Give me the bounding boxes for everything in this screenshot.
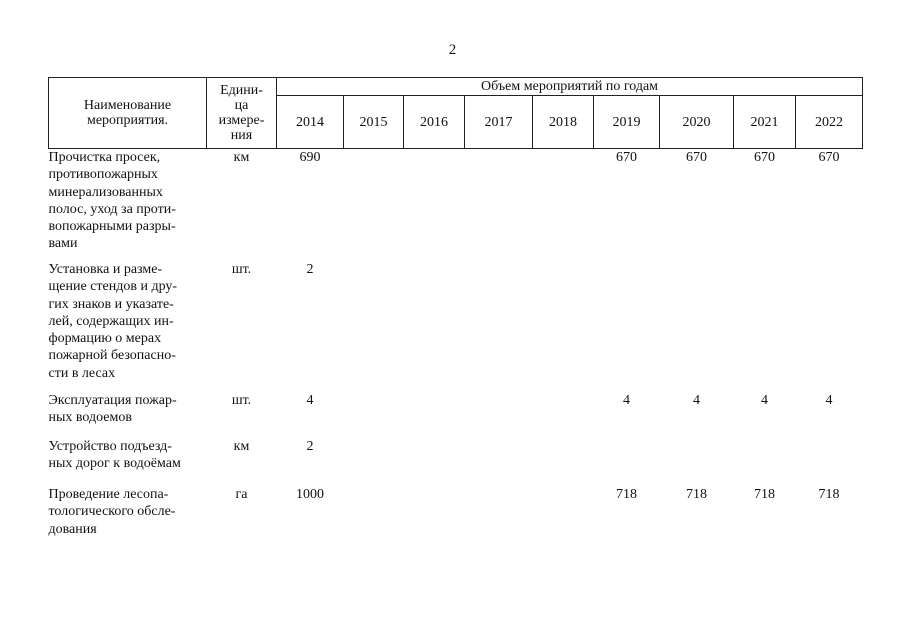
value-cell-2019 [594, 438, 660, 486]
column-header-unit [207, 78, 277, 149]
activity-name-cell [49, 392, 207, 438]
name-line: лей, содержащих ин- [48, 313, 174, 329]
table-row [49, 392, 863, 438]
value-cell-2016 [404, 438, 465, 486]
table-row [49, 486, 863, 546]
value-cell-2020: 718 [686, 487, 707, 502]
year-header: 2022 [796, 96, 863, 149]
activity-name-cell [49, 438, 207, 486]
value-cell-2018 [533, 486, 594, 546]
column-header-activity-name [49, 78, 207, 149]
value-cell-2015 [344, 149, 404, 262]
table-row [49, 438, 863, 486]
year-header: 2019 [594, 96, 660, 149]
value-cell-2017 [465, 149, 533, 262]
page-number: 2 [448, 42, 457, 58]
value-cell-2016 [404, 392, 465, 438]
value-cell-2019 [594, 261, 660, 392]
year-header: 2018 [533, 96, 594, 149]
unit-cell: га [235, 487, 248, 502]
value-cell-2021: 4 [761, 393, 768, 408]
value-cell-2020: 4 [693, 393, 700, 408]
value-cell-2020 [660, 438, 734, 486]
value-cell-2018 [533, 438, 594, 486]
name-line: полос, уход за проти- [48, 201, 176, 217]
value-cell-2016 [404, 261, 465, 392]
name-line: дования [48, 521, 97, 537]
value-cell-2018 [533, 392, 594, 438]
name-line: формацию о мерах [48, 331, 162, 347]
year-header: 2016 [404, 96, 465, 149]
name-line: минерализованных [48, 184, 163, 200]
value-cell-2016 [404, 149, 465, 262]
header-line: измере- [218, 113, 265, 128]
unit-cell: шт. [231, 262, 252, 277]
name-line: противопожарных [48, 167, 158, 183]
value-cell-2017 [465, 486, 533, 546]
name-line: Устройство подъезд- [48, 439, 172, 454]
value-cell-2020: 670 [686, 150, 707, 165]
value-cell-2019: 718 [616, 487, 637, 502]
value-cell-2018 [533, 149, 594, 262]
value-cell-2019: 4 [623, 393, 630, 408]
header-line: ния [230, 128, 253, 143]
name-line: Прочистка просек, [48, 150, 161, 165]
name-line: вами [48, 236, 78, 252]
name-line: щение стендов и дру- [48, 279, 178, 295]
year-header: 2021 [734, 96, 796, 149]
value-cell-2014: 4 [306, 393, 314, 408]
value-cell-2015 [344, 392, 404, 438]
table-row [49, 149, 863, 262]
header-line: ца [234, 98, 249, 113]
value-cell-2015 [344, 438, 404, 486]
value-cell-2022: 718 [818, 487, 840, 502]
year-header: 2020 [660, 96, 734, 149]
value-cell-2014: 2 [306, 262, 314, 277]
value-cell-2014: 2 [306, 439, 314, 454]
name-line: сти в лесах [48, 365, 116, 381]
name-line: гих знаков и указате- [48, 296, 174, 312]
value-cell-2017 [465, 261, 533, 392]
header-line: Наименование [83, 98, 172, 113]
name-line: ных водоемов [48, 410, 132, 426]
activities-table [48, 77, 863, 546]
value-cell-2015 [344, 261, 404, 392]
name-line: ных дорог к водоёмам [48, 456, 181, 472]
value-cell-2017 [465, 438, 533, 486]
activity-name-cell [49, 261, 207, 392]
value-cell-2015 [344, 486, 404, 546]
name-line: Эксплуатация пожар- [48, 393, 177, 408]
value-cell-2021 [734, 438, 796, 486]
year-header: 2017 [465, 96, 533, 149]
name-line: тологического обсле- [48, 504, 176, 520]
year-header: 2014 [277, 96, 344, 149]
value-cell-2022: 4 [825, 393, 833, 408]
value-cell-2017 [465, 392, 533, 438]
name-line: Проведение лесопа- [48, 487, 169, 502]
value-cell-2022 [796, 438, 863, 486]
value-cell-2022: 670 [818, 150, 840, 165]
name-line: Установка и разме- [48, 262, 163, 277]
name-line: вопожарными разры- [48, 219, 176, 235]
value-cell-2014: 690 [299, 150, 321, 165]
value-cell-2022 [796, 261, 863, 392]
activity-name-cell [49, 486, 207, 546]
value-cell-2021: 718 [754, 487, 775, 502]
table-row [49, 261, 863, 392]
unit-cell: км [233, 150, 250, 165]
activity-name-cell [49, 149, 207, 262]
value-cell-2016 [404, 486, 465, 546]
value-cell-2018 [533, 261, 594, 392]
value-cell-2014: 1000 [296, 487, 324, 502]
header-line: мероприятия. [86, 113, 169, 128]
header-line: Едини- [220, 83, 263, 98]
column-group-header-volume-by-year: Объем мероприятий по годам [277, 78, 863, 96]
value-cell-2020 [660, 261, 734, 392]
unit-cell: шт. [231, 393, 252, 408]
value-cell-2021: 670 [754, 150, 775, 165]
value-cell-2021 [734, 261, 796, 392]
value-cell-2019: 670 [616, 150, 637, 165]
unit-cell: км [233, 439, 250, 454]
name-line: пожарной безопасно- [48, 348, 176, 364]
year-header: 2015 [344, 96, 404, 149]
